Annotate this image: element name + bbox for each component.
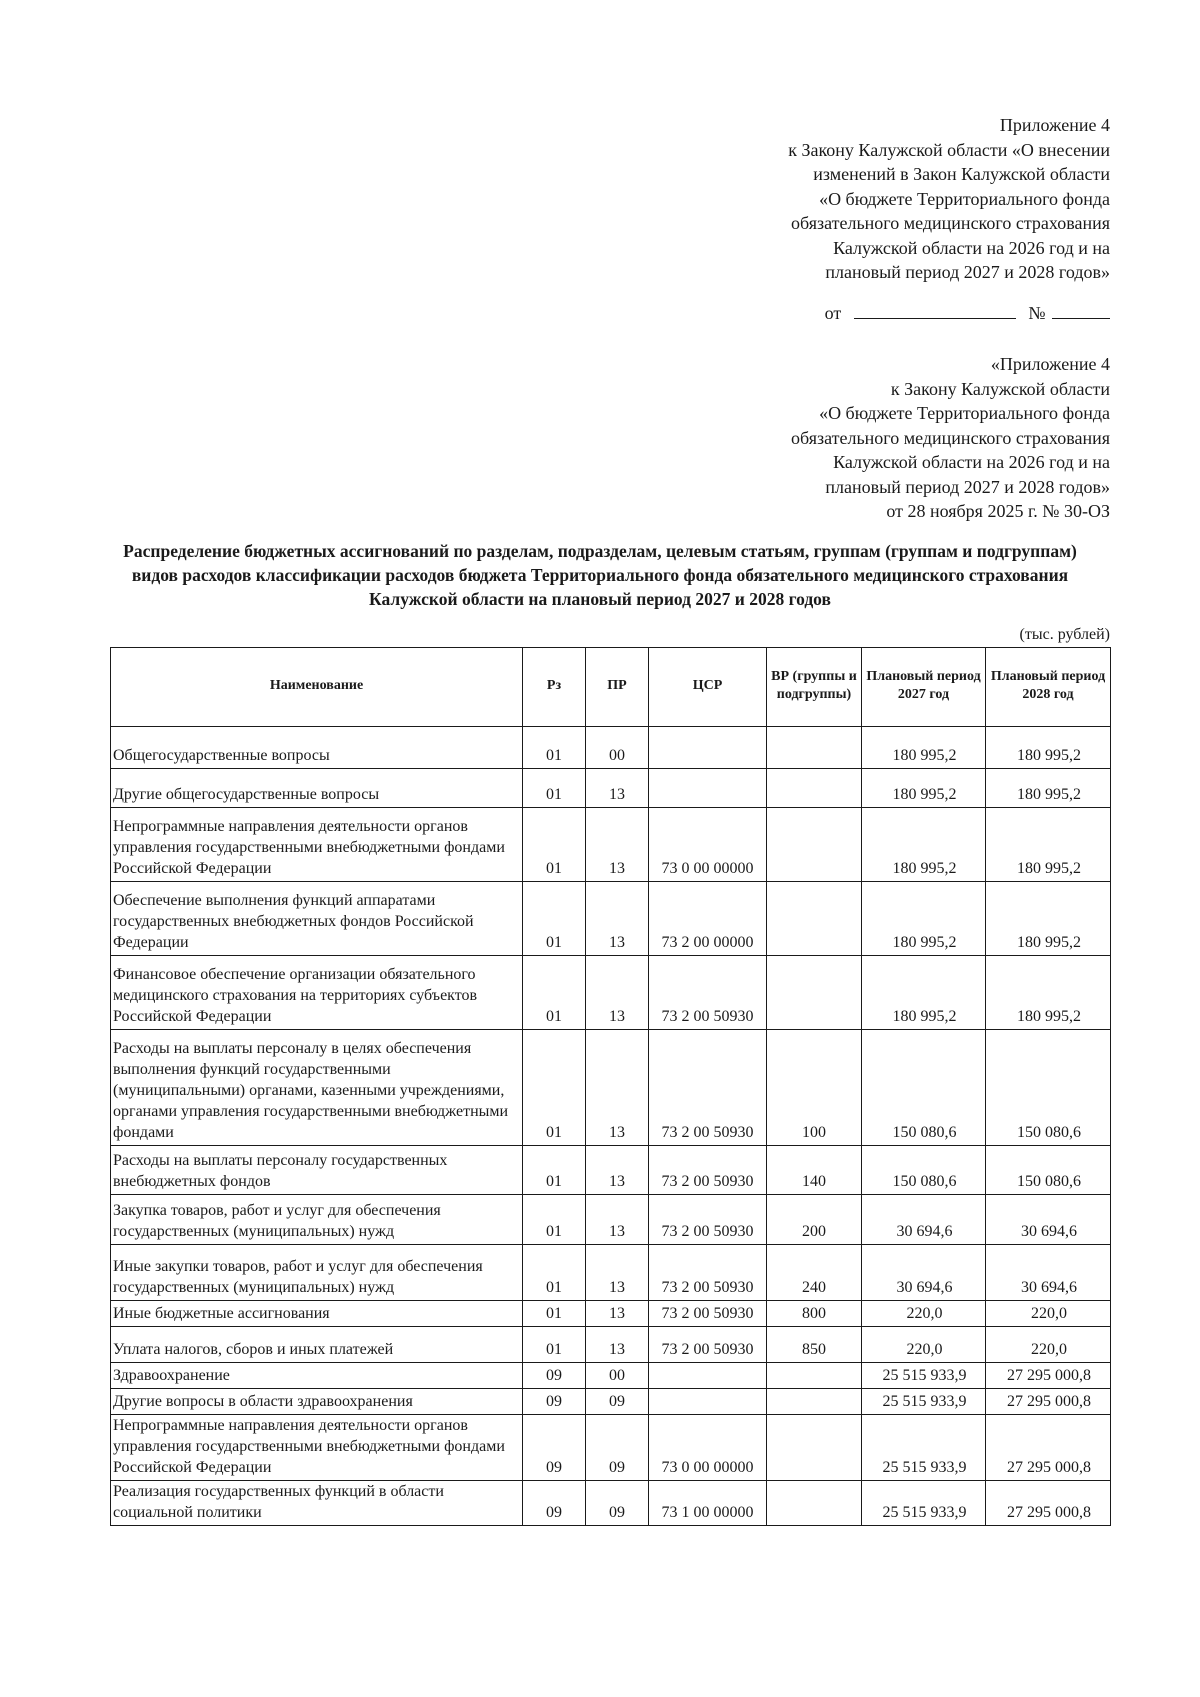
cell-pr: 13 xyxy=(586,1245,649,1301)
cell-rz: 09 xyxy=(523,1363,586,1389)
cell-csr xyxy=(649,1389,767,1415)
cell-vr: 800 xyxy=(767,1301,862,1327)
cell-csr: 73 1 00 00000 xyxy=(649,1481,767,1526)
cell-csr xyxy=(649,769,767,808)
cell-csr: 73 2 00 50930 xyxy=(649,1327,767,1363)
cell-2028: 180 995,2 xyxy=(986,956,1111,1030)
header-rz: Рз xyxy=(523,648,586,727)
cell-name: Иные закупки товаров, работ и услуг для обеспечения государственных (муниципальных) нужд xyxy=(111,1245,523,1301)
table-row xyxy=(111,1327,1111,1363)
cell-name: Финансовое обеспечение организации обязательного медицинского страхования на территориях субъектов Российской Федерации xyxy=(111,956,523,1030)
cell-vr xyxy=(767,1363,862,1389)
cell-name: Реализация государственных функций в области социальной политики xyxy=(111,1481,523,1526)
cell-csr: 73 0 00 00000 xyxy=(649,1415,767,1481)
cell-2027: 180 995,2 xyxy=(862,808,986,882)
table-row xyxy=(111,1195,1111,1245)
table-row xyxy=(111,808,1111,882)
table-row xyxy=(111,956,1111,1030)
cell-2027: 220,0 xyxy=(862,1301,986,1327)
cell-rz: 01 xyxy=(523,1301,586,1327)
number-label: № xyxy=(1028,303,1046,323)
cell-name: Закупка товаров, работ и услуг для обеспечения государственных (муниципальных) нужд xyxy=(111,1195,523,1245)
cell-pr: 09 xyxy=(586,1389,649,1415)
cell-name: Другие общегосударственные вопросы xyxy=(111,769,523,808)
cell-name: Расходы на выплаты персоналу государственных внебюджетных фондов xyxy=(111,1146,523,1195)
cell-2028: 180 995,2 xyxy=(986,769,1111,808)
cell-pr: 09 xyxy=(586,1415,649,1481)
cell-2027: 30 694,6 xyxy=(862,1195,986,1245)
cell-pr: 13 xyxy=(586,882,649,956)
cell-rz: 01 xyxy=(523,1195,586,1245)
cell-rz: 09 xyxy=(523,1415,586,1481)
header-vr: ВР (группы и подгруппы) xyxy=(767,648,862,727)
cell-vr xyxy=(767,1389,862,1415)
cell-name: Другие вопросы в области здравоохранения xyxy=(111,1389,523,1415)
cell-2027: 180 995,2 xyxy=(862,956,986,1030)
cell-2028: 30 694,6 xyxy=(986,1245,1111,1301)
cell-pr: 13 xyxy=(586,956,649,1030)
cell-name: Обеспечение выполнения функций аппаратами государственных внебюджетных фондов Российской Федерации xyxy=(111,882,523,956)
cell-vr xyxy=(767,1415,862,1481)
cell-vr: 240 xyxy=(767,1245,862,1301)
cell-name: Уплата налогов, сборов и иных платежей xyxy=(111,1327,523,1363)
appendix-header-line: изменений в Закон Калужской области xyxy=(813,164,1110,184)
cell-2027: 180 995,2 xyxy=(862,882,986,956)
cell-name: Расходы на выплаты персоналу в целях обеспечения выполнения функций государственными (муниципальными) органами, казенными учреждениями, органами управления государственными внебюджетными фондами xyxy=(111,1030,523,1146)
cell-2028: 180 995,2 xyxy=(986,808,1111,882)
appendix-header-line: обязательного медицинского страхования xyxy=(791,213,1110,233)
cell-2028: 220,0 xyxy=(986,1301,1111,1327)
cell-2027: 220,0 xyxy=(862,1327,986,1363)
table-row xyxy=(111,1389,1111,1415)
appendix-header-line: Приложение 4 xyxy=(999,115,1110,135)
cell-rz: 01 xyxy=(523,956,586,1030)
table-row xyxy=(111,1245,1111,1301)
table-row xyxy=(111,727,1111,769)
cell-rz: 09 xyxy=(523,1389,586,1415)
cell-vr: 140 xyxy=(767,1146,862,1195)
units-label: (тыс. рублей) xyxy=(1019,626,1110,643)
original-appendix-header-line: Калужской области на 2026 год и на xyxy=(833,452,1110,472)
cell-2028: 27 295 000,8 xyxy=(986,1363,1111,1389)
cell-2028: 180 995,2 xyxy=(986,882,1111,956)
table-row xyxy=(111,769,1111,808)
cell-2027: 150 080,6 xyxy=(862,1146,986,1195)
cell-2028: 27 295 000,8 xyxy=(986,1481,1111,1526)
header-name: Наименование xyxy=(111,648,523,727)
cell-csr xyxy=(649,1363,767,1389)
document-title: Распределение бюджетных ассигнований по разделам, подразделам, целевым статьям, группам (группам и подгруппам) видов расходов классификации расходов бюджета Территориального фонда обязательного медицинского страхования Калужской области на плановый период 2027 и 2028 годов xyxy=(123,541,1077,609)
cell-2027: 30 694,6 xyxy=(862,1245,986,1301)
cell-rz: 01 xyxy=(523,1030,586,1146)
cell-csr: 73 2 00 50930 xyxy=(649,1245,767,1301)
cell-2028: 180 995,2 xyxy=(986,727,1111,769)
cell-name: Общегосударственные вопросы xyxy=(111,727,523,769)
table-row xyxy=(111,1301,1111,1327)
cell-2028: 27 295 000,8 xyxy=(986,1389,1111,1415)
cell-pr: 13 xyxy=(586,1301,649,1327)
cell-pr: 13 xyxy=(586,1030,649,1146)
header-pr: ПР xyxy=(586,648,649,727)
budget-allocation-table xyxy=(110,647,1111,1526)
cell-rz: 01 xyxy=(523,1327,586,1363)
cell-rz: 01 xyxy=(523,1245,586,1301)
header-2027: Плановый период 2027 год xyxy=(862,648,986,727)
original-appendix-header-line: «О бюджете Территориального фонда xyxy=(819,403,1110,423)
cell-rz: 01 xyxy=(523,1146,586,1195)
cell-vr xyxy=(767,882,862,956)
cell-2027: 25 515 933,9 xyxy=(862,1415,986,1481)
cell-2028: 220,0 xyxy=(986,1327,1111,1363)
table-row xyxy=(111,1363,1111,1389)
cell-pr: 00 xyxy=(586,727,649,769)
cell-rz: 01 xyxy=(523,769,586,808)
original-appendix-header-line: плановый период 2027 и 2028 годов» xyxy=(825,476,1110,497)
date-label: от xyxy=(824,303,842,323)
header-2028: Плановый период 2028 год xyxy=(986,648,1111,727)
cell-csr: 73 2 00 50930 xyxy=(649,956,767,1030)
cell-pr: 09 xyxy=(586,1481,649,1526)
appendix-header-line: «О бюджете Территориального фонда xyxy=(819,188,1110,209)
appendix-header-line: Калужской области на 2026 год и на xyxy=(833,237,1110,258)
cell-rz: 01 xyxy=(523,727,586,769)
cell-vr xyxy=(767,808,862,882)
cell-rz: 01 xyxy=(523,882,586,956)
cell-2028: 27 295 000,8 xyxy=(986,1415,1111,1481)
table-row xyxy=(111,1030,1111,1146)
cell-2028: 150 080,6 xyxy=(986,1030,1111,1146)
cell-name: Непрограммные направления деятельности органов управления государственными внебюджетными фондами Российской Федерации xyxy=(111,808,523,882)
table-row xyxy=(111,882,1111,956)
original-appendix-header-line: от 28 ноября 2025 г. № 30-ОЗ xyxy=(886,501,1110,521)
cell-name: Непрограммные направления деятельности органов управления государственными внебюджетными фондами Российской Федерации xyxy=(111,1415,523,1481)
table-header-row xyxy=(111,648,1111,727)
original-appendix-header-line: «Приложение 4 xyxy=(990,354,1110,374)
cell-rz: 01 xyxy=(523,808,586,882)
appendix-header-line: к Закону Калужской области «О внесении xyxy=(788,139,1110,160)
cell-csr: 73 0 00 00000 xyxy=(649,808,767,882)
cell-csr: 73 2 00 50930 xyxy=(649,1301,767,1327)
table-row xyxy=(111,1481,1111,1526)
number-blank xyxy=(1052,304,1110,319)
cell-vr xyxy=(767,1481,862,1526)
appendix-header-line: плановый период 2027 и 2028 годов» xyxy=(825,262,1110,282)
cell-name: Иные бюджетные ассигнования xyxy=(111,1301,523,1327)
cell-csr xyxy=(649,727,767,769)
cell-2027: 180 995,2 xyxy=(862,769,986,808)
cell-vr xyxy=(767,727,862,769)
cell-2028: 30 694,6 xyxy=(986,1195,1111,1245)
cell-rz: 09 xyxy=(523,1481,586,1526)
cell-name: Здравоохранение xyxy=(111,1363,523,1389)
cell-pr: 13 xyxy=(586,1327,649,1363)
original-appendix-header xyxy=(791,352,1110,524)
table-row xyxy=(111,1415,1111,1481)
cell-vr xyxy=(767,769,862,808)
cell-pr: 00 xyxy=(586,1363,649,1389)
cell-csr: 73 2 00 50930 xyxy=(649,1030,767,1146)
cell-pr: 13 xyxy=(586,769,649,808)
cell-vr: 850 xyxy=(767,1327,862,1363)
cell-2028: 150 080,6 xyxy=(986,1146,1111,1195)
cell-pr: 13 xyxy=(586,1146,649,1195)
date-blank xyxy=(854,304,1016,319)
cell-2027: 25 515 933,9 xyxy=(862,1363,986,1389)
cell-csr: 73 2 00 50930 xyxy=(649,1146,767,1195)
cell-2027: 25 515 933,9 xyxy=(862,1481,986,1526)
table-row xyxy=(111,1146,1111,1195)
cell-vr: 200 xyxy=(767,1195,862,1245)
original-appendix-header-line: обязательного медицинского страхования xyxy=(791,427,1110,448)
cell-vr: 100 xyxy=(767,1030,862,1146)
cell-pr: 13 xyxy=(586,808,649,882)
original-appendix-header-line: к Закону Калужской области xyxy=(890,378,1110,399)
cell-vr xyxy=(767,956,862,1030)
header-csr: ЦСР xyxy=(649,648,767,727)
cell-2027: 25 515 933,9 xyxy=(862,1389,986,1415)
cell-pr: 13 xyxy=(586,1195,649,1245)
law-date-number-line xyxy=(825,303,1110,324)
cell-csr: 73 2 00 00000 xyxy=(649,882,767,956)
cell-csr: 73 2 00 50930 xyxy=(649,1195,767,1245)
cell-2027: 150 080,6 xyxy=(862,1030,986,1146)
cell-2027: 180 995,2 xyxy=(862,727,986,769)
appendix-header xyxy=(788,113,1110,285)
